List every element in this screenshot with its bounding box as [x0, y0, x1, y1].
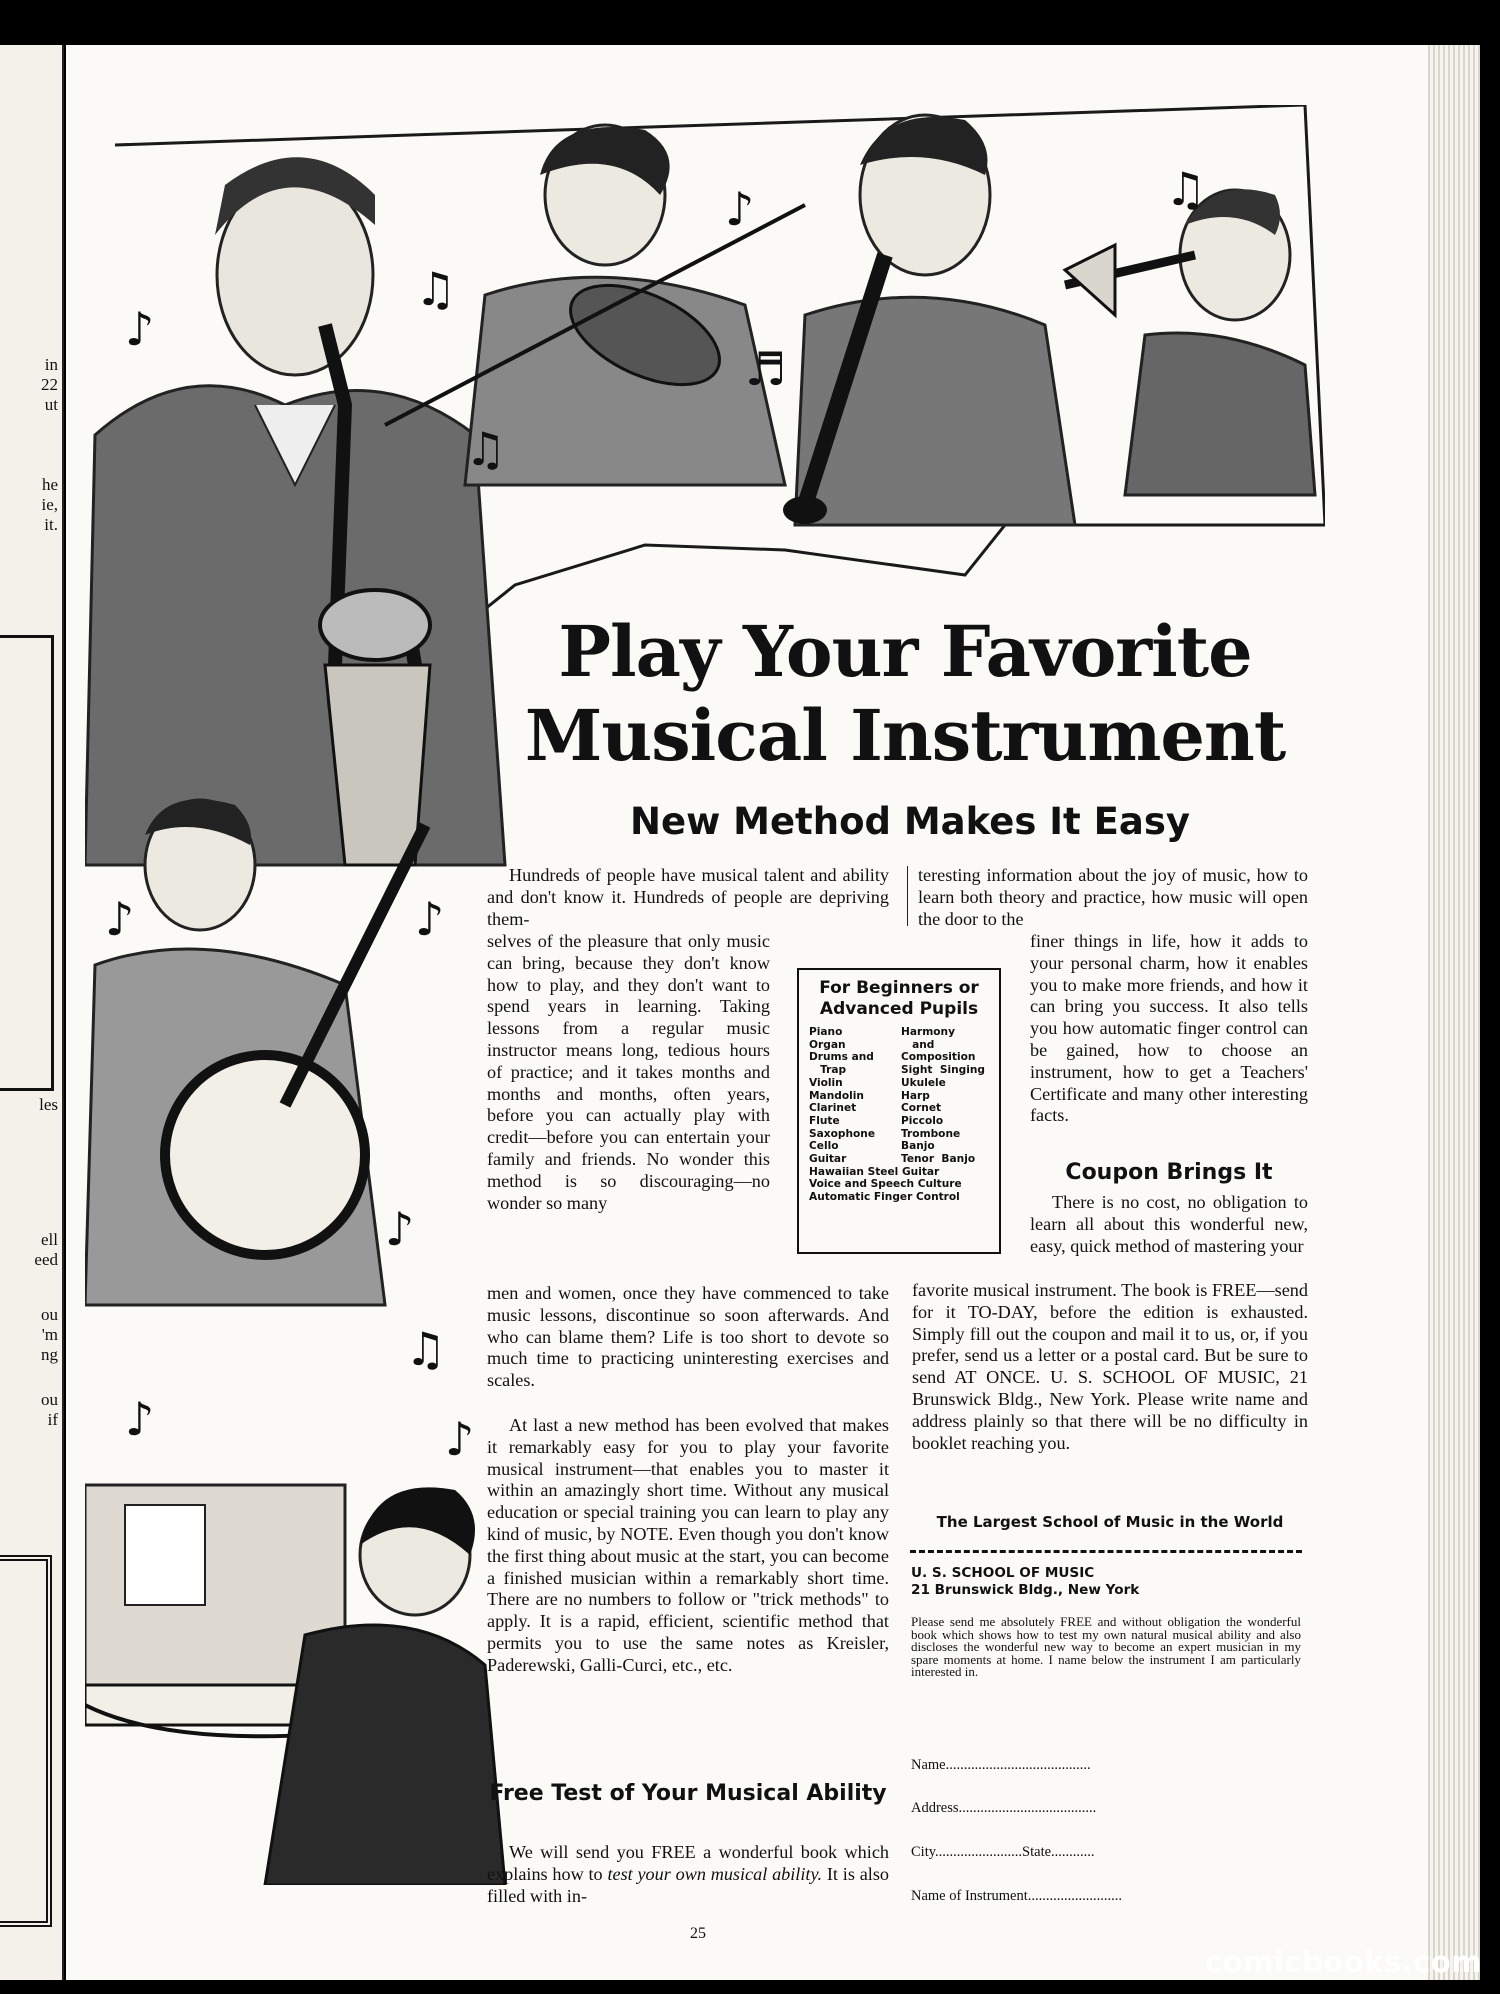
body-text: At last a new method has been evolved that makes it remarkably easy for you to play your favorite musical instrument—that enables you to master it within an amazingly short time. Without any musical education or special training you can learn to play any kind of music, by NOTE. Even though you don't know the first thing about music at the start, you can become a finished musician within a remarkably short time. There are no numbers to follow or "trick methods" to apply. It is a rapid, efficient, scientific method that permits you to use the same notes as Kreisler, Paderewski, Galli-Curci, etc., etc. — [487, 1415, 889, 1675]
coupon-address-field[interactable]: Address...................................... — [911, 1800, 1097, 1816]
instrument-item: Banjo — [901, 1140, 935, 1153]
instrument-item: Guitar — [809, 1153, 847, 1166]
facing-page-fragment: 22 — [41, 375, 58, 394]
facing-page-fragment: ell — [41, 1230, 58, 1249]
facing-page-fragment: ou — [41, 1305, 58, 1324]
body-text: favorite musical instrument. The book is FREE—send for it TO-DAY, before the edition is exhausted. Simply fill out the coupon and mail it to us, or, if you prefer, send us a letter or a postal card. But be sure to send AT ONCE. U. S. SCHOOL OF MUSIC, 21 Brunswick Bldg., New York. Please write name and address plainly so that there will be no difficulty in booklet reaching you. — [912, 1280, 1308, 1453]
body-paragraph-intro-bottom — [487, 1283, 889, 1392]
instrument-item: Trombone — [901, 1127, 961, 1140]
instrument-item: Saxophone — [809, 1127, 876, 1140]
instrument-item: Trap — [809, 1064, 847, 1077]
instrument-item: Harp — [901, 1089, 930, 1102]
coupon-cut-line — [910, 1550, 1302, 1553]
instrument-item: Violin — [809, 1076, 843, 1089]
instrument-list-bottom — [799, 1166, 999, 1204]
facing-page-fragment: ng — [41, 1345, 58, 1364]
instrument-box-title-line: For Beginners or — [819, 978, 979, 998]
site-watermark: comicbooks.com — [1205, 1945, 1482, 1979]
facing-page-fragment: if — [47, 1410, 58, 1429]
instrument-item: Sight Singing — [901, 1064, 985, 1077]
coupon-school-address: 21 Brunswick Bldg., New York — [911, 1582, 1140, 1598]
instrument-list-box — [797, 968, 1001, 1254]
instrument-item: Harmony — [901, 1026, 956, 1038]
body-paragraph-intro-wrap — [487, 931, 770, 1214]
svg-text:♪: ♪ — [105, 892, 135, 946]
headline-line-2: Musical Instrument — [524, 694, 1286, 777]
coupon-city-state-field[interactable]: City........................State............ — [911, 1844, 1095, 1860]
instrument-item: Piano — [809, 1026, 843, 1038]
instrument-item: Clarinet — [809, 1102, 857, 1115]
facing-page-fragment: he — [41, 475, 58, 494]
headline-line-1: Play Your Favorite — [558, 610, 1252, 693]
coupon-school-name: U. S. SCHOOL OF MUSIC — [911, 1565, 1095, 1581]
coupon-instrument-field[interactable]: Name of Instrument.......................... — [911, 1888, 1123, 1904]
instrument-item: Mandolin — [809, 1089, 864, 1102]
free-test-heading: Free Test of Your Musical Ability — [489, 1781, 887, 1806]
facing-page-fragment: eed — [34, 1250, 58, 1269]
svg-text:♪: ♪ — [385, 1202, 415, 1256]
facing-page-fragment: ie, — [41, 495, 58, 514]
svg-text:♪: ♪ — [125, 1392, 155, 1446]
instrument-box-title-line: Advanced Pupils — [819, 999, 979, 1019]
body-paragraph-right-top — [918, 865, 1308, 930]
instrument-item: Hawaiian Steel Guitar — [809, 1165, 940, 1178]
svg-text:♬: ♬ — [745, 342, 787, 396]
instrument-item: Automatic Finger Control — [809, 1191, 960, 1204]
facing-page-fragment: les — [39, 1095, 58, 1114]
page-number: 25 — [690, 1925, 706, 1942]
svg-text:♫: ♫ — [465, 422, 507, 476]
body-text: selves of the pleasure that only music can bring, because they don't know how to play, and they don't want to spend years in learning. Taking lessons from a regular music instructor means long, tedious hours of practice; and it takes months and months and months, often years, before you can actually play with credit—before you can entertain your family and friends. No wonder this method is so discouraging—no wonder so many — [487, 931, 770, 1213]
body-paragraph-coupon-a — [1030, 1192, 1308, 1257]
svg-text:♪: ♪ — [415, 892, 445, 946]
instrument-item: Ukulele — [901, 1076, 946, 1089]
svg-text:♫: ♫ — [1165, 162, 1207, 216]
coupon-brings-it-heading: Coupon Brings It — [1065, 1160, 1273, 1185]
instrument-box-title — [799, 978, 999, 1020]
instrument-item: Piccolo — [901, 1114, 944, 1127]
body-paragraph-right-mid — [1030, 931, 1308, 1127]
school-tagline: The Largest School of Music in the World — [936, 1513, 1284, 1531]
instrument-item: Cello — [809, 1140, 839, 1153]
coupon-request-text: Please send me absolutely FREE and without obligation the wonderful book which shows how to test my own natural musical ability and also discloses the wonderful new way to become an expert musician in my spare moments at home. I name below the instrument I am particularly interested in. — [911, 1614, 1301, 1680]
subheadline: New Method Makes It Easy — [630, 800, 1190, 843]
piano-player — [85, 1485, 505, 1885]
free-test-text: It is also filled with in- — [487, 1863, 889, 1906]
instrument-item: Organ — [809, 1038, 846, 1051]
free-test-emphasis: test your own musical ability. — [607, 1863, 823, 1884]
facing-page-box — [0, 635, 54, 1091]
instrument-column-1 — [809, 1026, 901, 1166]
svg-text:♫: ♫ — [415, 262, 457, 316]
instrument-item: Tenor Banjo — [901, 1153, 976, 1166]
facing-page-fragment: 'm — [41, 1325, 58, 1344]
instrument-item: and — [901, 1038, 935, 1051]
stacked-page-edges — [1428, 45, 1480, 1980]
body-paragraph-new-method — [487, 1415, 889, 1677]
coupon-name-field[interactable]: Name........................................ — [911, 1757, 1091, 1773]
svg-text:♪: ♪ — [445, 1412, 475, 1466]
coupon-header — [911, 1565, 1139, 1599]
body-text: There is no cost, no obligation to learn all about this wonderful new, easy, quick method of mastering your — [1030, 1192, 1308, 1256]
free-test-text: We will send you FREE a wonderful book which explains how to — [487, 1842, 889, 1884]
body-paragraph-free-test — [487, 1842, 889, 1907]
svg-text:♫: ♫ — [405, 1322, 447, 1376]
body-paragraph-intro-top — [487, 865, 889, 930]
instrument-item: Flute — [809, 1114, 840, 1127]
body-text: teresting information about the joy of music, how to learn both theory and practice, how music will open the door to the — [918, 865, 1308, 929]
body-text — [487, 1842, 889, 1907]
banjo-player — [85, 799, 425, 1305]
facing-page-edge — [0, 45, 64, 1980]
body-text: finer things in life, how it adds to your personal charm, how it enables you to make more friends, and how it can bring you success. It also tells you how automatic finger control can be gained, how to choose an instrument, how to get a Teachers' Certificate and many other interesting facts. — [1030, 931, 1308, 1126]
svg-text:♪: ♪ — [125, 302, 155, 356]
instrument-item: Composition — [901, 1051, 976, 1064]
facing-page-fragment: ou — [41, 1390, 58, 1409]
facing-page-fragment: ut — [44, 395, 58, 414]
facing-page-ornament-box — [0, 1555, 52, 1927]
trumpet-player — [1065, 189, 1315, 495]
body-text: men and women, once they have commenced to take music lessons, discontinue so soon afterwards. And who can blame them? Life is too short to devote so much time to practicing uninteresting exercises and scales. — [487, 1283, 889, 1391]
facing-page-fragment: it. — [44, 515, 58, 534]
body-paragraph-coupon-b — [912, 1280, 1308, 1454]
column-divider — [907, 866, 908, 926]
headline — [490, 610, 1320, 778]
instrument-item: Cornet — [901, 1102, 942, 1115]
facing-page-fragment: in — [44, 355, 58, 374]
svg-text:♪: ♪ — [725, 182, 755, 236]
instrument-item: Voice and Speech Culture — [809, 1178, 962, 1191]
instrument-item: Drums and — [809, 1051, 874, 1064]
body-text: Hundreds of people have musical talent and ability and don't know it. Hundreds of people are depriving them- — [487, 865, 889, 929]
clarinet-player — [783, 115, 1075, 525]
instrument-column-2 — [901, 1026, 993, 1166]
